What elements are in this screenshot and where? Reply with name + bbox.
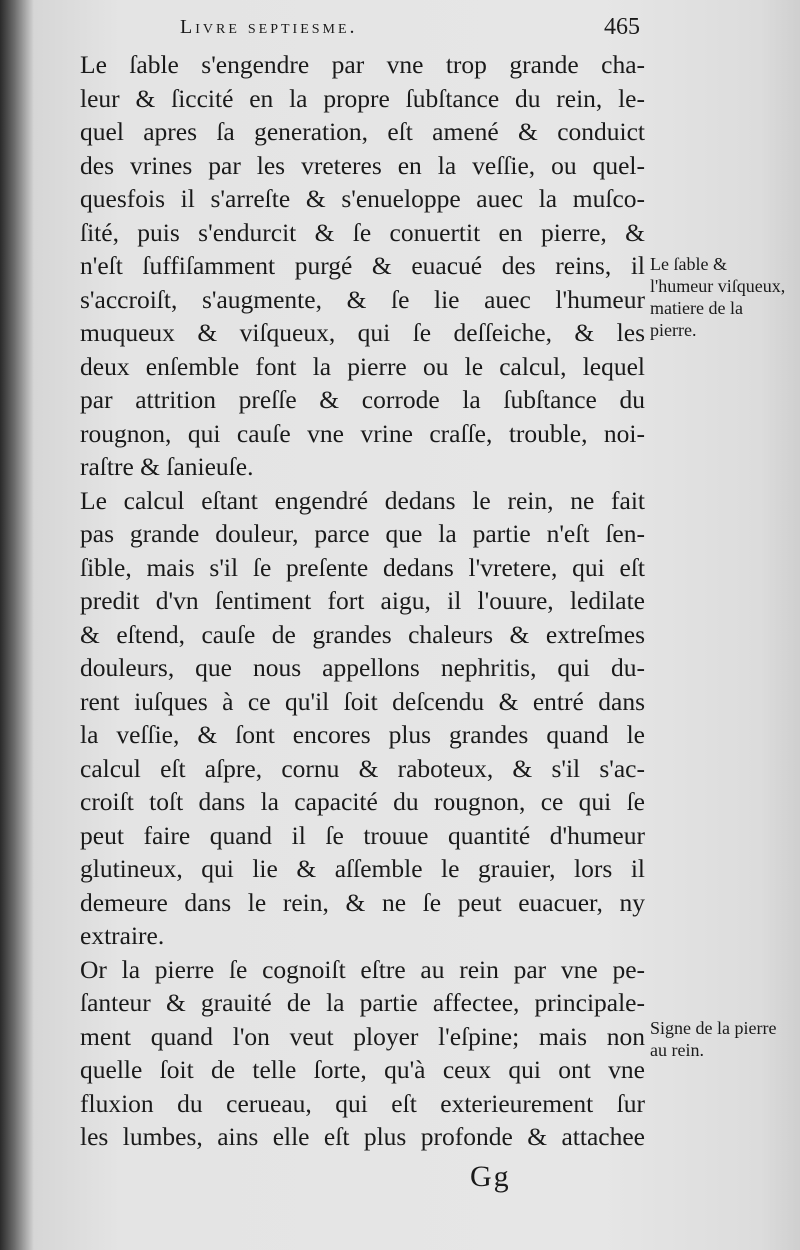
text-line: peut faire quand il ſe trouue quantité d'humeur [80, 820, 645, 850]
text-line: muqueux & viſqueux, qui ſe deſſeiche, & les [80, 318, 645, 347]
margin-note: Signe de la pierre au rein. [650, 1018, 777, 1060]
text-line: ſanteur & grauité de la partie affectee, principale- [80, 988, 645, 1017]
body-text [80, 48, 645, 1154]
text-line: raſtre & ſanieuſe. [80, 452, 254, 481]
text-line: ment quand l'on veut ployer l'eſpine; mais non [80, 1021, 645, 1051]
text-line: rougnon, qui cauſe vne vrine craſſe, trouble, noi- [80, 418, 645, 448]
text-line: croiſt toſt dans la capacité du rougnon, ce qui ſe [80, 787, 645, 816]
text-line: & eſtend, cauſe de grandes chaleurs & extreſmes [80, 619, 645, 649]
margin-note: Le ſable & l'humeur viſqueux, matiere de la pierre. [650, 254, 786, 340]
text-line: quesfois il s'arreſte & s'enueloppe auec la muſco- [80, 184, 645, 213]
text-line: s'accroiſt, s'augmente, & ſe lie auec l'humeur [80, 284, 645, 314]
text-line: quelle ſoit de telle ſorte, qu'à ceux qui ont vne [80, 1055, 645, 1084]
text-line: Or la pierre ſe cognoiſt eſtre au rein par vne pe- [80, 954, 645, 984]
text-line: ſible, mais s'il ſe preſente dedans l'vretere, qui eſt [80, 552, 645, 582]
text-line: extraire. [80, 921, 165, 950]
text-line: fluxion du cerueau, qui eſt exterieurement ſur [80, 1088, 645, 1118]
text-line: calcul eſt aſpre, cornu & raboteux, & s'il s'ac- [80, 753, 645, 783]
page-number: 465 [604, 14, 640, 40]
text-line: n'eſt ſuffiſamment purgé & euacué des reins, il [80, 251, 645, 280]
text-line: les lumbes, ains elle eſt plus profonde & attachee [80, 1122, 645, 1151]
text-line: par attrition preſſe & corrode la ſubſtance du [80, 385, 645, 414]
text-line: Le ſable s'engendre par vne trop grande cha- [80, 50, 645, 79]
signature-mark: Gg [470, 1160, 511, 1193]
text-line: quel apres ſa generation, eſt amené & conduict [80, 117, 645, 146]
running-head: Livre septiesme. [180, 16, 358, 38]
text-line: demeure dans le rein, & ne ſe peut euacuer, ny [80, 887, 645, 917]
text-line: pas grande douleur, parce que la partie n'eſt ſen- [80, 519, 645, 548]
text-line: Le calcul eſtant engendré dedans le rein, ne fait [80, 485, 645, 515]
text-line: glutineux, qui lie & aſſemble le grauier, lors il [80, 854, 645, 883]
text-line: des vrines par les vreteres en la veſſie, ou quel- [80, 150, 645, 180]
text-line: rent iuſques à ce qu'il ſoit deſcendu & entré dans [80, 686, 645, 716]
text-line: la veſſie, & ſont encores plus grandes quand le [80, 720, 645, 749]
text-line: douleurs, que nous appellons nephritis, qui du- [80, 653, 645, 682]
page-header [180, 16, 640, 46]
text-line: deux enſemble font la pierre ou le calcul, lequel [80, 351, 645, 381]
text-line: leur & ſiccité en la propre ſubſtance du rein, le- [80, 83, 645, 113]
text-line: predit d'vn ſentiment fort aigu, il l'ouure, ledilate [80, 586, 645, 615]
text-line: ſité, puis s'endurcit & ſe conuertit en pierre, & [80, 217, 645, 247]
